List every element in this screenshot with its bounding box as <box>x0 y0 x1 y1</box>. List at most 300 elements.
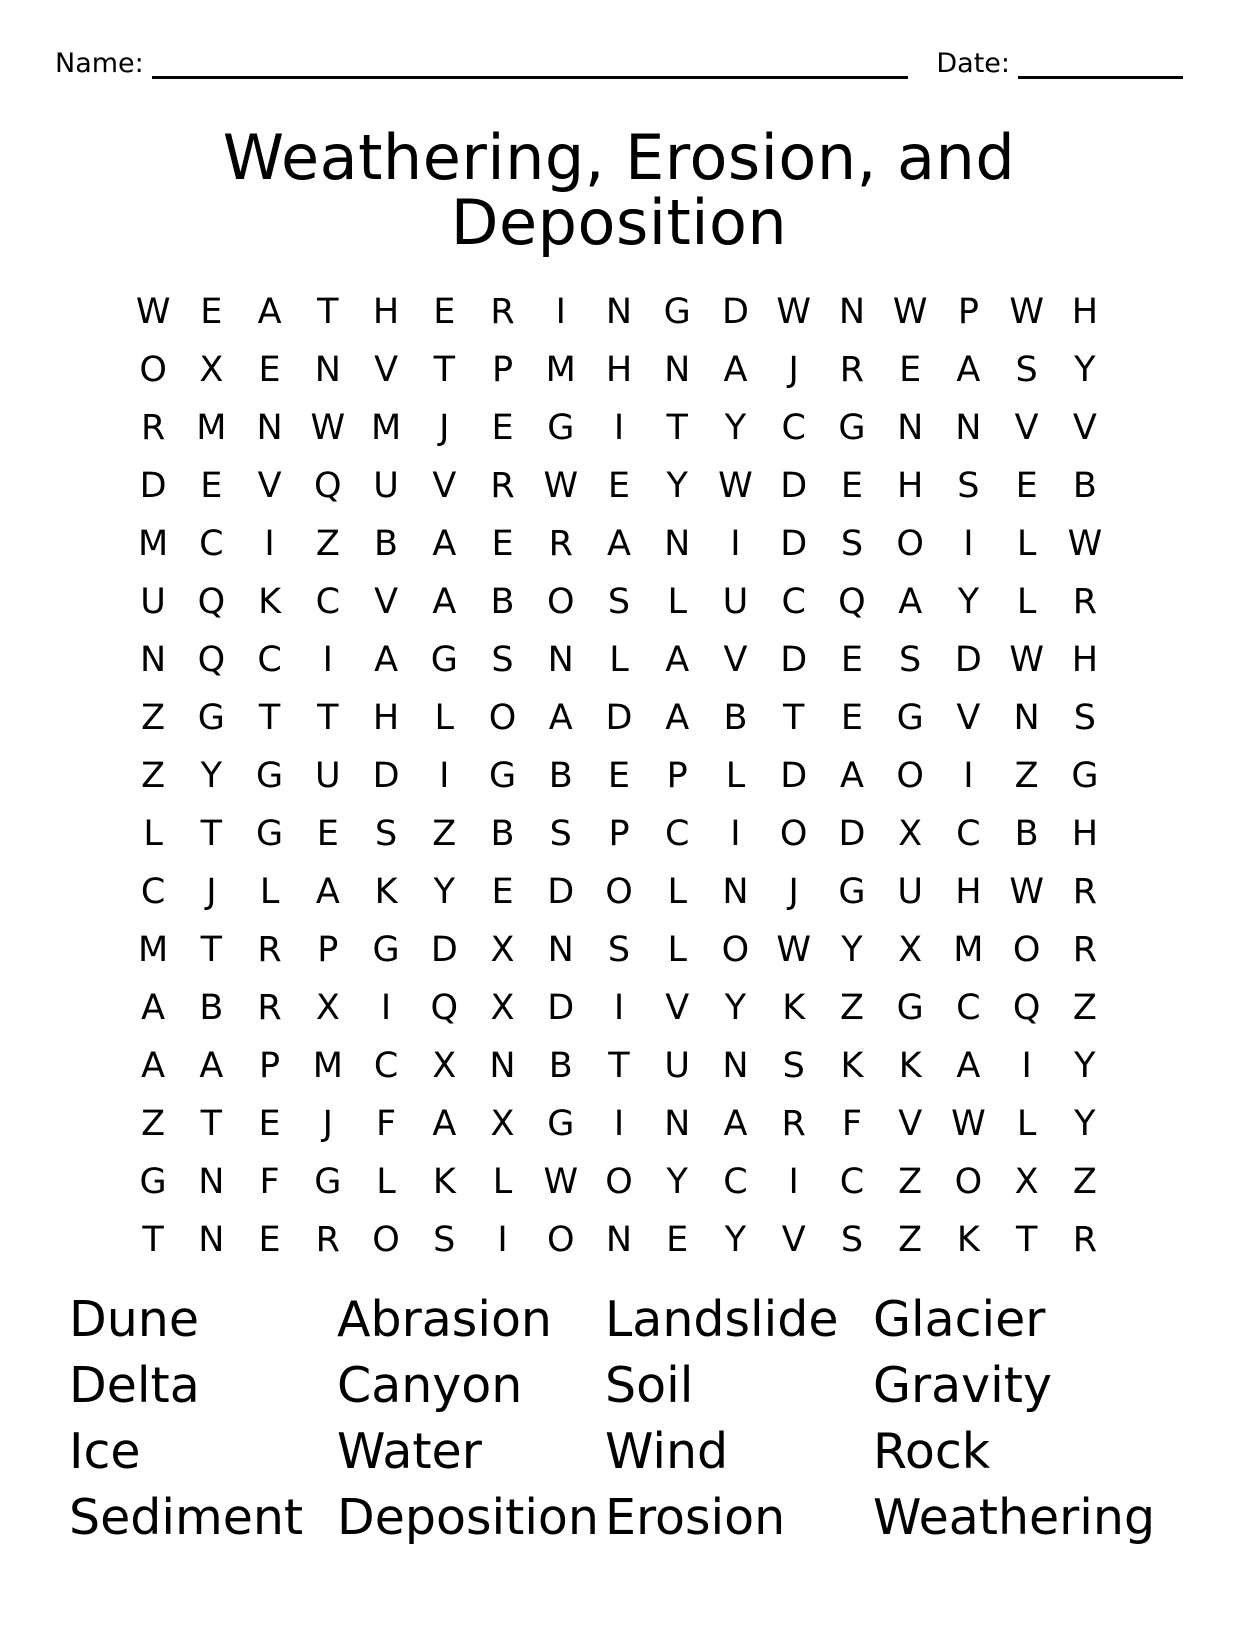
grid-cell[interactable]: G <box>547 407 575 448</box>
grid-cell[interactable]: M <box>312 1045 343 1086</box>
grid-cell[interactable]: W <box>543 465 579 506</box>
grid-cell[interactable]: L <box>492 1161 513 1202</box>
grid-cell[interactable]: T <box>317 697 339 738</box>
grid-cell[interactable]: A <box>432 523 457 564</box>
grid-cell[interactable]: G <box>372 929 400 970</box>
grid-cell[interactable]: I <box>963 523 974 564</box>
grid-cell[interactable]: I <box>613 407 625 448</box>
grid-cell[interactable]: P <box>666 755 688 796</box>
grid-cell[interactable]: T <box>200 1103 223 1144</box>
grid-cell[interactable]: E <box>433 291 456 332</box>
grid-cell[interactable]: H <box>372 291 400 332</box>
grid-cell[interactable]: C <box>956 813 981 854</box>
grid-cell[interactable]: J <box>788 871 799 912</box>
grid-cell[interactable]: K <box>898 1045 922 1086</box>
grid-cell[interactable]: L <box>725 755 746 796</box>
grid-cell[interactable]: Y <box>841 929 863 970</box>
grid-cell[interactable]: M <box>196 407 227 448</box>
grid-cell[interactable]: T <box>783 697 805 738</box>
grid-cell[interactable]: S <box>899 639 922 680</box>
grid-cell[interactable]: R <box>140 407 166 448</box>
grid-cell[interactable]: A <box>723 1103 748 1144</box>
grid-cell[interactable]: B <box>199 987 224 1028</box>
grid-cell[interactable]: E <box>666 1219 689 1260</box>
grid-cell[interactable]: T <box>1015 1219 1038 1260</box>
grid-cell[interactable]: O <box>605 871 633 912</box>
grid-cell[interactable]: B <box>490 581 515 622</box>
date-input-line[interactable] <box>1018 75 1183 79</box>
grid-cell[interactable]: R <box>781 1103 806 1144</box>
grid-cell[interactable]: L <box>667 581 687 622</box>
word-bank-item: Soil <box>605 1357 694 1415</box>
grid-cell[interactable]: A <box>374 639 399 680</box>
grid-cell[interactable]: S <box>433 1219 456 1260</box>
grid-cell[interactable]: U <box>664 1045 691 1086</box>
grid-cell[interactable]: Y <box>433 871 455 912</box>
grid-cell[interactable]: Q <box>838 581 866 622</box>
grid-cell[interactable]: C <box>781 407 806 448</box>
grid-cell[interactable]: A <box>315 871 340 912</box>
grid-cell[interactable]: Y <box>200 755 223 796</box>
grid-cell[interactable]: B <box>723 697 748 738</box>
grid-cell[interactable]: Y <box>666 465 688 506</box>
grid-cell[interactable]: E <box>491 523 514 564</box>
grid-cell[interactable]: W <box>135 291 171 332</box>
grid-cell[interactable]: D <box>780 465 808 506</box>
grid-cell[interactable]: N <box>664 1103 691 1144</box>
grid-cell[interactable]: O <box>546 1219 575 1260</box>
grid-cell[interactable]: V <box>374 581 399 622</box>
grid-cell[interactable]: T <box>200 929 223 970</box>
grid-cell[interactable]: M <box>370 407 402 448</box>
grid-cell[interactable]: W <box>776 291 811 332</box>
grid-cell[interactable]: H <box>955 871 982 912</box>
grid-cell[interactable]: D <box>954 639 982 680</box>
grid-cell[interactable]: E <box>316 813 339 854</box>
grid-cell[interactable]: L <box>667 871 687 912</box>
grid-cell[interactable]: E <box>200 465 223 506</box>
grid-cell[interactable]: R <box>257 929 282 970</box>
grid-cell[interactable]: S <box>1073 697 1096 738</box>
grid-cell[interactable]: I <box>497 1219 508 1260</box>
grid-cell[interactable]: L <box>1016 1103 1037 1144</box>
grid-cell[interactable]: W <box>543 1161 579 1202</box>
grid-cell[interactable]: G <box>256 755 284 796</box>
grid-cell[interactable]: E <box>258 1103 281 1144</box>
grid-cell[interactable]: O <box>896 523 924 564</box>
grid-cell[interactable]: V <box>898 1103 923 1144</box>
grid-cell[interactable]: Q <box>1012 987 1041 1028</box>
grid-cell[interactable]: V <box>1072 407 1097 448</box>
grid-cell[interactable]: Z <box>1072 1161 1097 1202</box>
grid-cell[interactable]: W <box>892 291 928 332</box>
grid-cell[interactable]: C <box>781 581 806 622</box>
grid-cell[interactable]: Z <box>432 813 457 854</box>
grid-cell[interactable]: G <box>430 639 458 680</box>
grid-cell[interactable]: T <box>433 349 455 390</box>
grid-cell[interactable]: D <box>838 813 866 854</box>
grid-cell[interactable]: R <box>1072 581 1098 622</box>
grid-cell[interactable]: Q <box>314 465 342 506</box>
grid-cell[interactable]: V <box>1014 407 1039 448</box>
grid-cell[interactable]: Z <box>839 987 864 1028</box>
grid-cell[interactable]: S <box>549 813 572 854</box>
grid-cell[interactable]: D <box>605 697 633 738</box>
grid-cell[interactable]: A <box>665 697 690 738</box>
word-bank-item: Glacier <box>873 1291 1046 1349</box>
grid-cell[interactable]: V <box>956 697 981 738</box>
grid-cell[interactable]: L <box>376 1161 396 1202</box>
grid-cell[interactable]: A <box>257 291 282 332</box>
grid-cell[interactable]: M <box>138 523 169 564</box>
grid-cell[interactable]: I <box>380 987 392 1028</box>
grid-cell[interactable]: Y <box>666 1161 688 1202</box>
grid-cell[interactable]: U <box>373 465 399 506</box>
grid-cell[interactable]: H <box>372 697 400 738</box>
grid-cell[interactable]: N <box>722 871 749 912</box>
grid-cell[interactable]: G <box>663 291 691 332</box>
grid-cell[interactable]: D <box>372 755 400 796</box>
grid-cell[interactable]: R <box>490 465 515 506</box>
grid-cell[interactable]: R <box>1072 929 1098 970</box>
grid-cell[interactable]: C <box>140 871 166 912</box>
grid-cell[interactable]: C <box>373 1045 399 1086</box>
grid-cell[interactable]: G <box>197 697 225 738</box>
grid-cell[interactable]: Y <box>1074 1103 1096 1144</box>
grid-cell[interactable]: U <box>722 581 749 622</box>
grid-cell[interactable]: Z <box>141 697 166 738</box>
grid-cell[interactable]: A <box>723 349 748 390</box>
grid-cell[interactable]: O <box>605 1161 633 1202</box>
grid-cell[interactable]: P <box>608 813 630 854</box>
grid-cell[interactable]: S <box>840 523 864 564</box>
grid-cell[interactable]: K <box>374 871 398 912</box>
grid-cell[interactable]: J <box>206 871 217 912</box>
grid-cell[interactable]: A <box>432 581 457 622</box>
grid-cell[interactable]: I <box>730 523 741 564</box>
grid-cell[interactable]: B <box>1014 813 1039 854</box>
grid-cell[interactable]: X <box>898 929 923 970</box>
grid-cell[interactable]: N <box>897 407 924 448</box>
grid-cell[interactable]: U <box>897 871 923 912</box>
grid-cell[interactable]: X <box>315 987 340 1028</box>
grid-cell[interactable]: H <box>1071 291 1099 332</box>
grid-cell[interactable]: N <box>489 1045 516 1086</box>
grid-cell[interactable]: T <box>200 813 223 854</box>
grid-row <box>124 573 1114 631</box>
grid-cell[interactable]: N <box>547 639 574 680</box>
grid-cell[interactable]: V <box>665 987 690 1028</box>
grid-cell[interactable]: M <box>545 349 576 390</box>
grid-cell[interactable]: H <box>897 465 924 506</box>
grid-cell[interactable]: B <box>548 755 573 796</box>
grid-cell[interactable]: O <box>896 755 924 796</box>
grid-cell[interactable]: O <box>546 581 575 622</box>
grid-cell[interactable]: E <box>491 871 514 912</box>
grid-cell[interactable]: N <box>838 291 866 332</box>
grid-cell[interactable]: K <box>782 987 806 1028</box>
grid-cell[interactable]: W <box>1009 871 1044 912</box>
grid-row <box>124 805 1114 863</box>
grid-cell[interactable]: Q <box>197 639 226 680</box>
grid-cell[interactable]: G <box>1071 755 1099 796</box>
grid-cell[interactable]: V <box>432 465 457 506</box>
grid-cell[interactable]: L <box>1016 523 1037 564</box>
grid-cell[interactable]: G <box>488 755 517 796</box>
grid-cell[interactable]: M <box>138 929 169 970</box>
grid-cell[interactable]: D <box>780 755 808 796</box>
grid-cell[interactable]: H <box>1071 813 1099 854</box>
grid-cell[interactable]: E <box>840 697 863 738</box>
grid-cell[interactable]: S <box>607 929 631 970</box>
grid-cell[interactable]: R <box>1072 871 1098 912</box>
grid-cell[interactable]: L <box>1016 581 1037 622</box>
grid-cell[interactable]: C <box>665 813 690 854</box>
grid-cell[interactable]: L <box>259 871 280 912</box>
grid-cell[interactable]: W <box>310 407 346 448</box>
grid-cell[interactable]: J <box>439 407 450 448</box>
grid-cell[interactable]: N <box>198 1219 225 1260</box>
grid-cell[interactable]: Z <box>898 1219 923 1260</box>
grid-cell[interactable]: F <box>841 1103 862 1144</box>
grid-cell[interactable]: X <box>490 987 515 1028</box>
grid-cell[interactable]: Z <box>315 523 340 564</box>
grid-cell[interactable]: E <box>840 639 863 680</box>
grid-cell[interactable]: X <box>432 1045 457 1086</box>
grid-cell[interactable]: N <box>198 1161 225 1202</box>
grid-cell[interactable]: T <box>317 291 339 332</box>
grid-cell[interactable]: V <box>723 639 748 680</box>
grid-cell[interactable]: Y <box>957 581 980 622</box>
grid-cell[interactable]: X <box>199 349 224 390</box>
grid-cell[interactable]: E <box>1015 465 1038 506</box>
grid-cell[interactable]: S <box>782 1045 805 1086</box>
grid-cell[interactable]: E <box>607 465 631 506</box>
grid-cell[interactable]: W <box>776 929 811 970</box>
grid-row <box>124 1095 1114 1153</box>
grid-cell[interactable]: C <box>723 1161 748 1202</box>
grid-cell[interactable]: L <box>434 697 455 738</box>
grid-cell[interactable]: C <box>839 1161 865 1202</box>
grid-cell[interactable]: J <box>788 349 799 390</box>
grid-cell[interactable]: G <box>896 987 924 1028</box>
grid-cell[interactable]: A <box>199 1045 224 1086</box>
grid-cell[interactable]: E <box>899 349 922 390</box>
grid-cell[interactable]: G <box>838 871 866 912</box>
grid-cell[interactable]: O <box>139 349 167 390</box>
grid-cell[interactable]: E <box>200 291 223 332</box>
grid-cell[interactable]: A <box>141 987 166 1028</box>
grid-cell[interactable]: V <box>781 1219 806 1260</box>
grid-cell[interactable]: S <box>840 1219 864 1260</box>
grid-cell[interactable]: H <box>605 349 633 390</box>
grid-cell[interactable]: Y <box>724 407 747 448</box>
grid-cell[interactable]: A <box>432 1103 457 1144</box>
grid-cell[interactable]: B <box>548 1045 573 1086</box>
grid-cell[interactable]: K <box>840 1045 864 1086</box>
grid-cell[interactable]: E <box>491 407 514 448</box>
grid-cell[interactable]: W <box>718 465 753 506</box>
grid-cell[interactable]: X <box>1014 1161 1039 1202</box>
grid-cell[interactable]: O <box>1012 929 1041 970</box>
grid-cell[interactable]: B <box>490 813 515 854</box>
grid-cell[interactable]: D <box>721 291 749 332</box>
grid-cell[interactable]: N <box>256 407 283 448</box>
grid-cell[interactable]: A <box>141 1045 166 1086</box>
grid-cell[interactable]: V <box>374 349 399 390</box>
grid-cell[interactable]: K <box>258 581 282 622</box>
grid-cell[interactable]: N <box>664 349 691 390</box>
grid-cell[interactable]: T <box>608 1045 630 1086</box>
grid-cell[interactable]: N <box>1013 697 1040 738</box>
grid-cell[interactable]: O <box>488 697 517 738</box>
grid-cell[interactable]: Y <box>724 1219 747 1260</box>
grid-cell[interactable]: M <box>953 929 984 970</box>
grid-cell[interactable]: B <box>374 523 399 564</box>
grid-cell[interactable]: L <box>667 929 687 970</box>
grid-cell[interactable]: T <box>666 407 688 448</box>
grid-row <box>124 515 1114 573</box>
grid-cell[interactable]: C <box>956 987 981 1028</box>
grid-cell[interactable]: W <box>1009 291 1044 332</box>
grid-cell[interactable]: D <box>780 523 808 564</box>
grid-cell[interactable]: S <box>374 813 398 854</box>
grid-cell[interactable]: Y <box>724 987 747 1028</box>
grid-cell[interactable]: F <box>259 1161 280 1202</box>
grid-cell[interactable]: W <box>1067 523 1103 564</box>
grid-cell[interactable]: I <box>322 639 333 680</box>
grid-cell[interactable]: I <box>963 755 974 796</box>
grid-cell[interactable]: R <box>839 349 865 390</box>
grid-cell[interactable]: L <box>143 813 163 854</box>
grid-cell[interactable]: R <box>257 987 282 1028</box>
grid-cell[interactable]: R <box>490 291 515 332</box>
grid-cell[interactable]: F <box>375 1103 397 1144</box>
grid-cell[interactable]: P <box>491 349 514 390</box>
grid-cell[interactable]: R <box>315 1219 340 1260</box>
grid-cell[interactable]: S <box>957 465 980 506</box>
grid-cell[interactable]: C <box>199 523 224 564</box>
grid-cell[interactable]: A <box>665 639 690 680</box>
grid-cell[interactable]: O <box>779 813 808 854</box>
grid-cell[interactable]: I <box>555 291 566 332</box>
grid-cell[interactable]: I <box>613 1103 625 1144</box>
grid-cell[interactable]: G <box>838 407 866 448</box>
grid-cell[interactable]: I <box>439 755 450 796</box>
grid-cell[interactable]: X <box>490 1103 515 1144</box>
grid-cell[interactable]: J <box>322 1103 333 1144</box>
grid-cell[interactable]: Q <box>197 581 226 622</box>
grid-cell[interactable]: Y <box>1074 1045 1096 1086</box>
grid-cell[interactable]: L <box>609 639 629 680</box>
grid-cell[interactable]: R <box>1072 1219 1098 1260</box>
grid-cell[interactable]: D <box>547 871 575 912</box>
grid-cell[interactable]: U <box>140 581 166 622</box>
grid-cell[interactable]: O <box>372 1219 400 1260</box>
grid-cell[interactable]: P <box>957 291 979 332</box>
grid-cell[interactable]: G <box>314 1161 342 1202</box>
grid-cell[interactable]: G <box>256 813 284 854</box>
grid-cell[interactable]: Z <box>1014 755 1039 796</box>
grid-cell[interactable]: W <box>1009 639 1044 680</box>
grid-cell[interactable]: C <box>315 581 341 622</box>
grid-cell[interactable]: Y <box>1074 349 1096 390</box>
word-search-grid[interactable] <box>124 283 1114 1269</box>
grid-cell[interactable]: Z <box>141 1103 166 1144</box>
grid-cell[interactable]: Z <box>141 755 166 796</box>
grid-cell[interactable]: O <box>954 1161 983 1202</box>
grid-cell[interactable]: D <box>139 465 167 506</box>
grid-cell[interactable]: A <box>956 1045 981 1086</box>
grid-cell[interactable]: V <box>257 465 282 506</box>
grid-cell[interactable]: N <box>722 1045 749 1086</box>
grid-cell[interactable]: G <box>139 1161 167 1202</box>
grid-cell[interactable]: D <box>430 929 458 970</box>
grid-cell[interactable]: I <box>613 987 625 1028</box>
grid-cell[interactable]: N <box>314 349 341 390</box>
grid-row <box>124 921 1114 979</box>
grid-cell[interactable]: G <box>896 697 924 738</box>
grid-cell[interactable]: K <box>432 1161 456 1202</box>
grid-cell[interactable]: X <box>898 813 923 854</box>
grid-cell[interactable]: S <box>1015 349 1038 390</box>
grid-cell[interactable]: W <box>951 1103 986 1144</box>
word-bank-item: Weathering <box>873 1489 1156 1547</box>
grid-cell[interactable]: I <box>730 813 741 854</box>
grid-cell[interactable]: A <box>956 349 981 390</box>
grid-cell[interactable]: Q <box>430 987 459 1028</box>
grid-cell[interactable]: I <box>788 1161 799 1202</box>
grid-cell[interactable]: I <box>1021 1045 1032 1086</box>
grid-cell[interactable]: Z <box>898 1161 923 1202</box>
grid-cell[interactable]: U <box>315 755 341 796</box>
grid-cell[interactable]: B <box>1072 465 1097 506</box>
grid-cell[interactable]: A <box>607 523 631 564</box>
grid-cell[interactable]: X <box>490 929 515 970</box>
grid-cell[interactable]: T <box>142 1219 164 1260</box>
grid-cell[interactable]: N <box>605 1219 633 1260</box>
grid-cell[interactable]: S <box>607 581 631 622</box>
grid-cell[interactable]: K <box>956 1219 980 1260</box>
grid-cell[interactable]: T <box>258 697 281 738</box>
grid-cell[interactable]: N <box>140 639 167 680</box>
name-input-line[interactable] <box>152 75 909 79</box>
grid-cell[interactable]: S <box>491 639 514 680</box>
grid-cell[interactable]: E <box>840 465 863 506</box>
grid-cell[interactable]: E <box>258 1219 281 1260</box>
grid-cell[interactable]: N <box>605 291 633 332</box>
grid-cell[interactable]: H <box>1071 639 1099 680</box>
grid-cell[interactable]: N <box>955 407 982 448</box>
grid-cell[interactable]: E <box>258 349 281 390</box>
grid-cell[interactable]: A <box>548 697 573 738</box>
grid-cell[interactable]: P <box>317 929 339 970</box>
grid-cell[interactable]: A <box>839 755 864 796</box>
grid-cell[interactable]: D <box>780 639 808 680</box>
grid-cell[interactable]: D <box>547 987 575 1028</box>
grid-cell[interactable]: A <box>898 581 923 622</box>
grid-cell[interactable]: I <box>264 523 275 564</box>
grid-cell[interactable]: R <box>548 523 573 564</box>
grid-cell[interactable]: N <box>664 523 691 564</box>
grid-cell[interactable]: P <box>259 1045 281 1086</box>
grid-cell[interactable]: O <box>721 929 750 970</box>
grid-cell[interactable]: C <box>257 639 282 680</box>
grid-cell[interactable]: E <box>607 755 631 796</box>
grid-cell[interactable]: N <box>547 929 574 970</box>
grid-cell[interactable]: Z <box>1072 987 1097 1028</box>
grid-cell[interactable]: G <box>547 1103 575 1144</box>
